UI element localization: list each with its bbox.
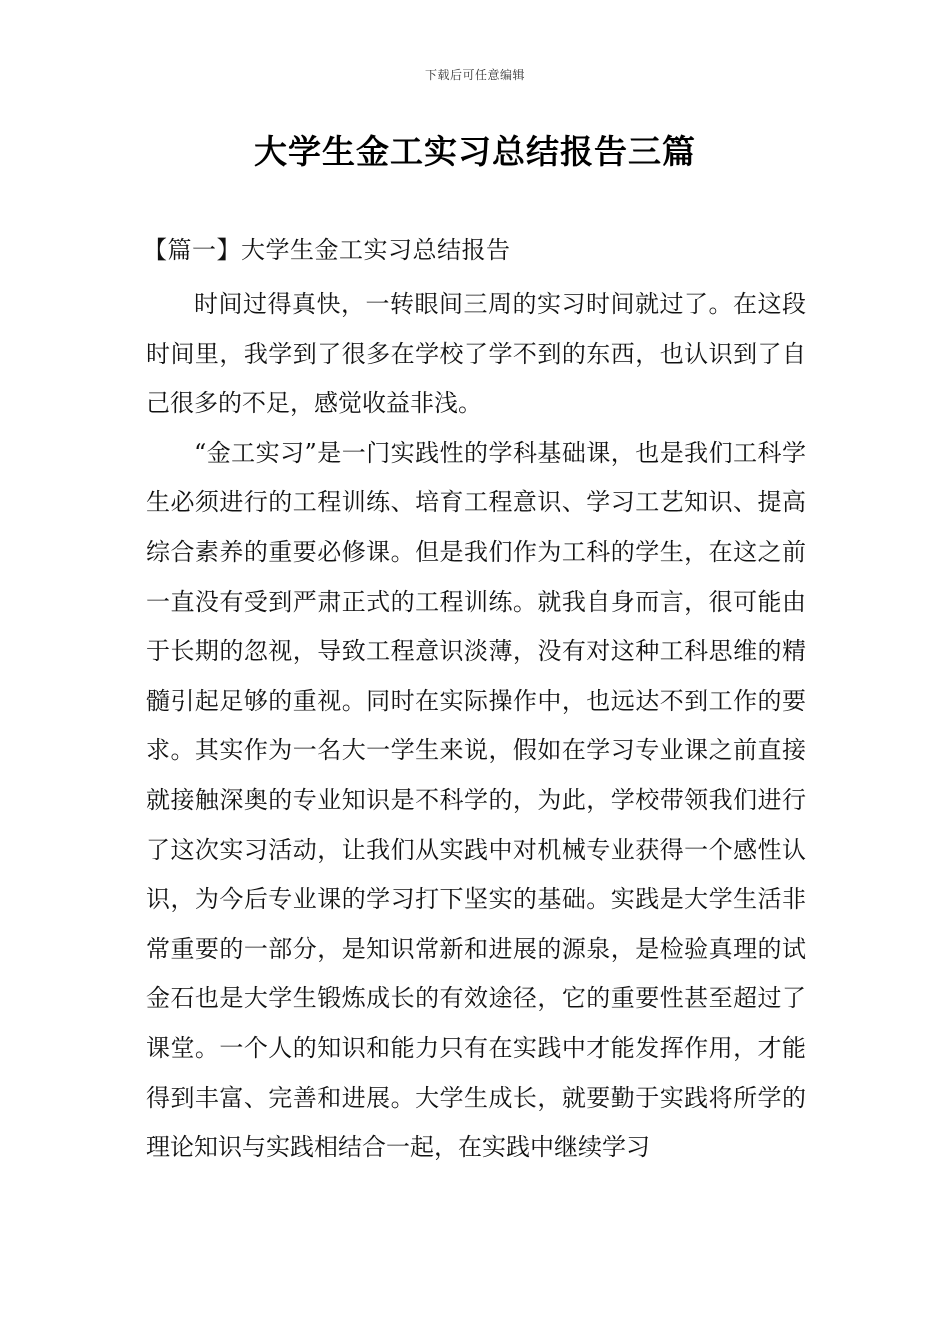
paragraph: “金工实习”是一门实践性的学科基础课，也是我们工科学生必须进行的工程训练、培育工程意识、学习工艺知识、提高综合素养的重要必修课。但是我们作为工科的学生，在这之前一直没有受到严肃正式的工程训练。就我自身而言，很可能由于长期的忽视，导致工程意识淡薄，没有对这种工科思维的精髓引起足够的重视。同时在实际操作中，也远达不到工作的要求。其实作为一名大一学生来说，假如在学习专业课之前直接就接触深奥的专业知识是不科学的，为此，学校带领我们进行了这次实习活动，让我们从实践中对机械专业获得一个感性认识，为今后专业课的学习打下坚实的基础。实践是大学生活非常重要的一部分，是知识常新和进展的源泉，是检验真理的试金石也是大学生锻炼成长的有效途径，它的重要性甚至超过了课堂。一个人的知识和能力只有在实践中才能发挥作用，才能得到丰富、完善和进展。大学生成长，就要勤于实践将所学的理论知识与实践相结合一起，在实践中继续学习 xyxy=(146,438,806,1162)
header-note: 下载后可任意编辑 xyxy=(424,68,525,82)
paragraph: 时间过得真快，一转眼间三周的实习时间就过了。在这段时间里，我学到了很多在学校了学不到的东西，也认识到了自己很多的不足，感觉收益非浅。 xyxy=(146,290,806,418)
body-text xyxy=(146,280,806,1173)
document-title: 大学生金工实习总结报告三篇 xyxy=(254,132,696,171)
section-heading: 【篇一】大学生金工实习总结报告 xyxy=(143,236,511,264)
